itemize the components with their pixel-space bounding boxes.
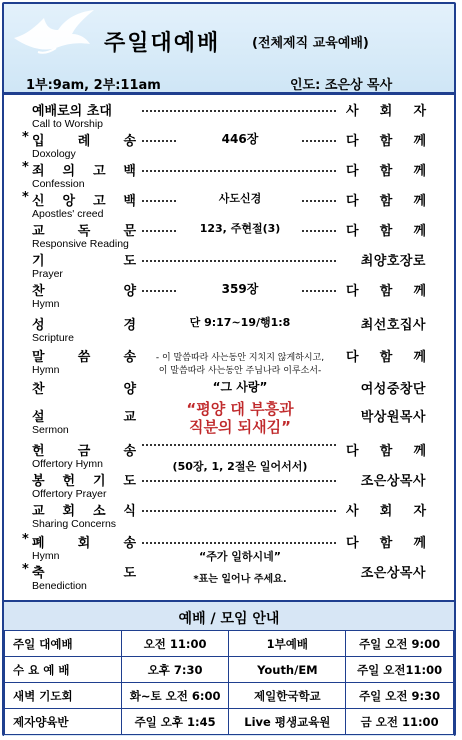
schedule-row	[5, 683, 454, 709]
standing-marker: *	[22, 562, 29, 577]
standing-marker: *	[22, 532, 29, 547]
order-item-leader: 다 함 께	[346, 284, 426, 299]
order-item-english: Confession	[32, 178, 85, 190]
order-item-detail: 123, 주현절(3)	[199, 222, 281, 235]
schedule-event: 새벽 기도회	[5, 683, 122, 709]
schedule-event: 수 요 예 배	[5, 657, 122, 683]
order-item-leader: 사 회 자	[346, 104, 426, 119]
order-item-title: 축 도	[32, 566, 136, 581]
schedule-event: 제자양육반	[5, 709, 122, 735]
order-item-title: 입 례 송	[32, 134, 136, 149]
order-item-detail: *표는 일어나 주세요.	[193, 574, 287, 585]
order-item-english: Doxology	[32, 148, 76, 160]
order-item-english: Offertory Prayer	[32, 488, 107, 500]
order-item-detail: “주가 일하시네”	[198, 550, 282, 563]
order-item-english: Call to Worship	[32, 118, 103, 130]
order-item-leader: 다 함 께	[346, 444, 426, 459]
schedule-row	[5, 631, 454, 657]
order-item-leader: 여성중창단	[360, 382, 426, 397]
dot-leader	[142, 504, 336, 512]
order-item-leader: 다 함 께	[346, 350, 426, 365]
schedule-event: 제일한국학교	[229, 683, 346, 709]
order-item-title: 헌 금 송	[32, 444, 136, 459]
schedule-event: 주일 대예배	[5, 631, 122, 657]
order-item-english: Responsive Reading	[32, 238, 129, 250]
order-item-leader: 다 함 께	[346, 536, 426, 551]
lyric-line: 이 말씀따라 사는동안 주님나라 이루소서-	[158, 366, 322, 376]
order-item-detail: 사도신경	[218, 192, 262, 205]
schedule-event: 1부예배	[229, 631, 346, 657]
schedule-time: 화~토 오전 6:00	[121, 683, 229, 709]
order-item-english: Hymn	[32, 298, 60, 310]
schedule-time: 주일 오후 1:45	[121, 709, 229, 735]
sermon-title	[140, 400, 340, 436]
schedule-event: Live 평생교육원	[229, 709, 346, 735]
order-item-title: 성 경	[32, 318, 136, 333]
order-item-english: Sermon	[32, 424, 69, 436]
schedule-row	[5, 657, 454, 683]
order-item-leader: 다 함 께	[346, 164, 426, 179]
header	[4, 4, 454, 95]
order-item-english: Prayer	[32, 268, 63, 280]
service-times: 1부:9am, 2부:11am	[26, 78, 161, 93]
dot-leader	[142, 164, 336, 172]
order-item-leader: 다 함 께	[346, 134, 426, 149]
order-item-detail: 단 9:17~19/행1:8	[189, 316, 291, 329]
order-item-title: 봉 헌 기 도	[32, 474, 136, 489]
page-title: 주일대예배	[104, 31, 221, 56]
dot-leader	[142, 474, 336, 482]
order-item-detail: “그 사랑”	[212, 380, 268, 394]
order-item-title: 기 도	[32, 254, 136, 269]
order-item-title: 찬 양	[32, 382, 136, 397]
dove-icon	[10, 8, 96, 54]
order-item-detail: 359장	[221, 282, 259, 296]
order-item-leader: 조은상목사	[360, 474, 426, 489]
schedule-event: Youth/EM	[229, 657, 346, 683]
schedule-section	[4, 600, 454, 736]
sermon-title-line: 직분의 되새김”	[188, 418, 292, 436]
dot-leader	[142, 104, 336, 112]
standing-marker: *	[22, 130, 29, 145]
order-item-leader: 다 함 께	[346, 224, 426, 239]
order-item-detail: 446장	[221, 132, 259, 146]
page-subtitle: (전체제직 교육예배)	[252, 36, 369, 51]
lyric-line: - 이 말씀따라 사는동안 지치지 않게하시고,	[155, 353, 325, 363]
order-item-leader: 최양호장로	[360, 254, 426, 269]
order-item-detail: (50장, 1, 2절은 일어서서)	[172, 460, 308, 473]
schedule-table	[4, 630, 454, 735]
schedule-time: 주일 오전 9:00	[346, 631, 454, 657]
order-item-leader: 박상원목사	[360, 410, 426, 425]
service-leader: 인도: 조은상 목사	[290, 78, 393, 93]
order-item-title: 폐 회 송	[32, 536, 136, 551]
schedule-time: 금 오전 11:00	[346, 709, 454, 735]
order-item-leader: 사 회 자	[346, 504, 426, 519]
order-item-english: Benediction	[32, 580, 87, 592]
order-item-title: 설 교	[32, 410, 136, 425]
schedule-title: 예배 / 모임 안내	[178, 611, 280, 627]
dot-leader	[142, 438, 336, 446]
sermon-title-line: “평양 대 부흥과	[186, 400, 294, 418]
order-of-worship	[0, 96, 462, 600]
order-item-title: 신 앙 고 백	[32, 194, 136, 209]
response-lyrics	[140, 352, 340, 378]
order-item-title: 찬 양	[32, 284, 136, 299]
order-item-english: Sharing Concerns	[32, 518, 117, 530]
order-item-leader: 다 함 께	[346, 194, 426, 209]
standing-marker: *	[22, 190, 29, 205]
order-item-title: 예배로의 초대	[32, 104, 112, 119]
standing-marker: *	[22, 160, 29, 175]
order-item-title: 교 회 소 식	[32, 504, 136, 519]
order-item-leader: 최선호집사	[360, 318, 426, 333]
schedule-time: 주일 오전11:00	[346, 657, 454, 683]
dot-leader	[142, 254, 336, 262]
order-item-english: Offertory Hymn	[32, 458, 103, 470]
order-item-english: Hymn	[32, 550, 60, 562]
order-item-english: Scripture	[32, 332, 75, 344]
schedule-time: 오전 11:00	[121, 631, 229, 657]
order-item-english: Hymn	[32, 364, 60, 376]
schedule-row	[5, 709, 454, 735]
order-item-leader: 조은상목사	[360, 566, 426, 581]
order-item-title: 죄 의 고 백	[32, 164, 136, 179]
order-item-title: 말 씀 송	[32, 350, 136, 365]
dot-leader	[142, 536, 336, 544]
order-item-english: Apostles' creed	[32, 208, 104, 220]
schedule-time: 주일 오전 9:30	[346, 683, 454, 709]
order-item-title: 교 독 문	[32, 224, 136, 239]
schedule-time: 오후 7:30	[121, 657, 229, 683]
